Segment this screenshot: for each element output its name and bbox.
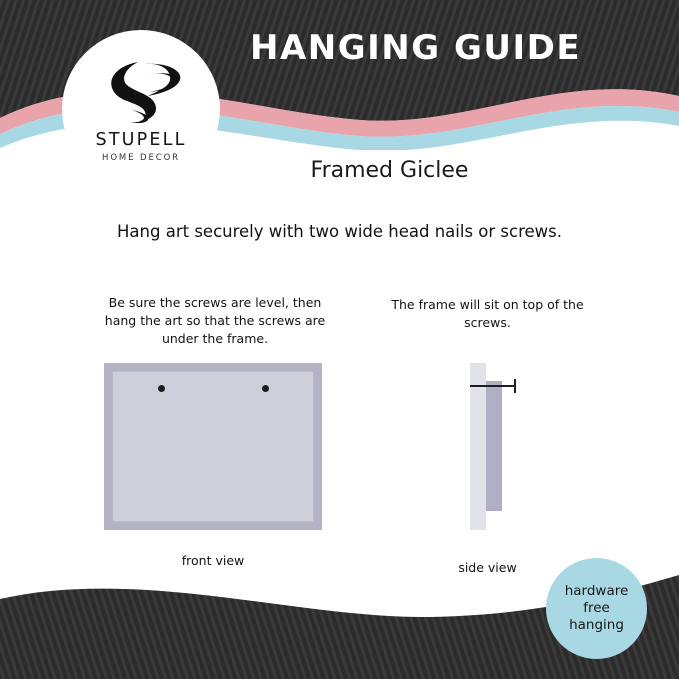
page-title: HANGING GUIDE xyxy=(250,28,582,68)
side-view-wall xyxy=(470,363,486,530)
front-view-caption: Be sure the screws are level, then hang the art so that the screws are under the frame. xyxy=(104,295,326,347)
hardware-free-hanging-badge xyxy=(546,558,647,659)
screw-dot-left-icon xyxy=(158,385,165,392)
product-type-subtitle: Framed Giclee xyxy=(310,158,469,183)
side-view-caption: The frame will sit on top of the screws. xyxy=(391,297,584,331)
front-view-frame-diagram xyxy=(104,363,322,530)
side-view-screw-head-icon xyxy=(514,379,516,393)
logo-brand-subtitle: HOME DECOR xyxy=(102,152,180,163)
logo-brand-name: STUPELL xyxy=(95,129,187,150)
badge-line-3: hanging xyxy=(569,617,624,634)
instruction-text: Hang art securely with two wide head nails or screws. xyxy=(117,222,562,241)
side-view-frame xyxy=(486,381,502,511)
stupell-swoosh-logo-icon xyxy=(98,60,184,124)
badge-line-1: hardware xyxy=(564,582,629,599)
front-view-art-area xyxy=(112,371,314,522)
badge-line-2: free xyxy=(583,599,610,616)
side-view-screw-icon xyxy=(470,385,516,387)
badge-text xyxy=(565,583,629,635)
screw-dot-right-icon xyxy=(262,385,269,392)
front-view-label: front view xyxy=(181,553,245,568)
side-view-label: side view xyxy=(458,560,517,575)
